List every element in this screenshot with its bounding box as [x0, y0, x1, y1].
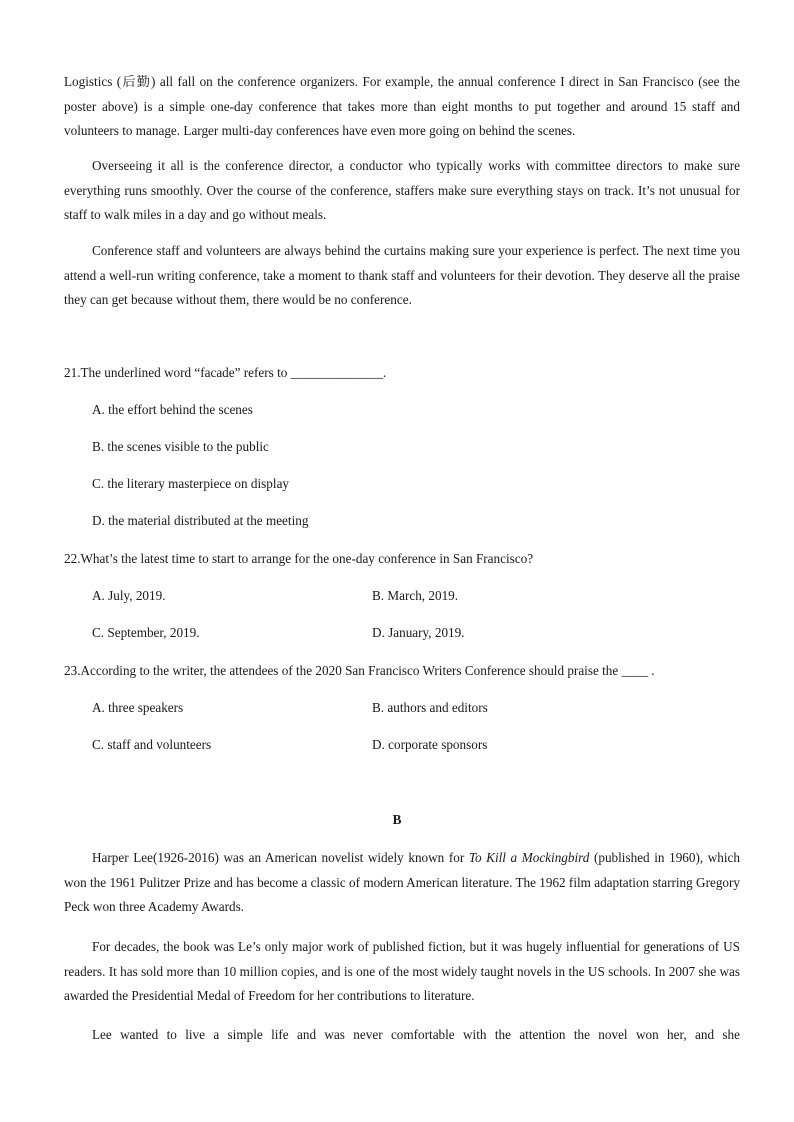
question-23-option-a: A. three speakers [92, 700, 184, 715]
question-23-option-b: B. authors and editors [372, 700, 488, 715]
question-22-option-c: C. September, 2019. [92, 625, 200, 640]
passage-a-paragraph-3: Conference staff and volunteers are always behind the curtains making sure your experience is perfect. The next time you attend a well-run writing conference, take a moment to thank staff and volunteers for their devotion. They deserve all the praise they can get because without them, there would be no conference. [64, 243, 740, 307]
passage-a-paragraph-2: Overseeing it all is the conference director, a conductor who typically works with committee directors to make sure everything runs smoothly. Over the course of the conference, staffers make sure everything stays on track. It’s not unusual for staff to walk miles in a day and go without meals. [64, 158, 740, 222]
section-b-heading: B [392, 812, 402, 827]
passage-b-paragraph-2: For decades, the book was Le’s only major work of published fiction, but it was hugely influential for generations of US readers. It has sold more than 10 million copies, and is one of the most widely taught novels in the US schools. In 2007 she was awarded the Presidential Medal of Freedom for her contributions to literature. [64, 939, 740, 1003]
passage-b-paragraph-1 [64, 846, 740, 920]
question-22-option-a: A. July, 2019. [92, 588, 166, 603]
passage-a-paragraph-1: Logistics (后勤) all fall on the conference organizers. For example, the annual conference I direct in San Francisco (see the poster above) is a simple one-day conference that takes more than eight months to put together and around 15 staff and volunteers to manage. Larger multi-day conferences have even more going on behind the scenes. [64, 74, 740, 138]
question-23-option-c: C. staff and volunteers [92, 737, 212, 752]
question-23-stem: 23.According to the writer, the attendees of the 2020 San Francisco Writers Conference should praise the ____ . [64, 663, 655, 678]
question-23-option-d: D. corporate sponsors [372, 737, 488, 752]
passage-b-paragraph-1-lead: Harper Lee(1926-2016) was an American novelist widely known for [92, 850, 469, 865]
question-22-option-d: D. January, 2019. [372, 625, 465, 640]
question-22-stem: 22.What’s the latest time to start to arrange for the one-day conference in San Francisco? [64, 551, 534, 566]
book-title: To Kill a Mockingbird [468, 850, 590, 865]
question-21-option-c: C. the literary masterpiece on display [92, 476, 290, 491]
passage-b-paragraph-3: Lee wanted to live a simple life and was never comfortable with the attention the novel won her, and she [92, 1027, 740, 1042]
question-22-option-b: B. March, 2019. [372, 588, 459, 603]
question-21-stem: 21.The underlined word “facade” refers to ______________. [64, 365, 387, 380]
question-21-option-b: B. the scenes visible to the public [92, 439, 269, 454]
passage-b-paragraph-1-rest: (published in 1960), which won the 1961 Pulitzer Prize and has become a classic of modern American literature. The 1962 film adaptation starring Gregory Peck won three Academy Awards. [64, 850, 740, 914]
question-21-option-d: D. the material distributed at the meeting [92, 513, 309, 528]
question-21-option-a: A. the effort behind the scenes [92, 402, 253, 417]
